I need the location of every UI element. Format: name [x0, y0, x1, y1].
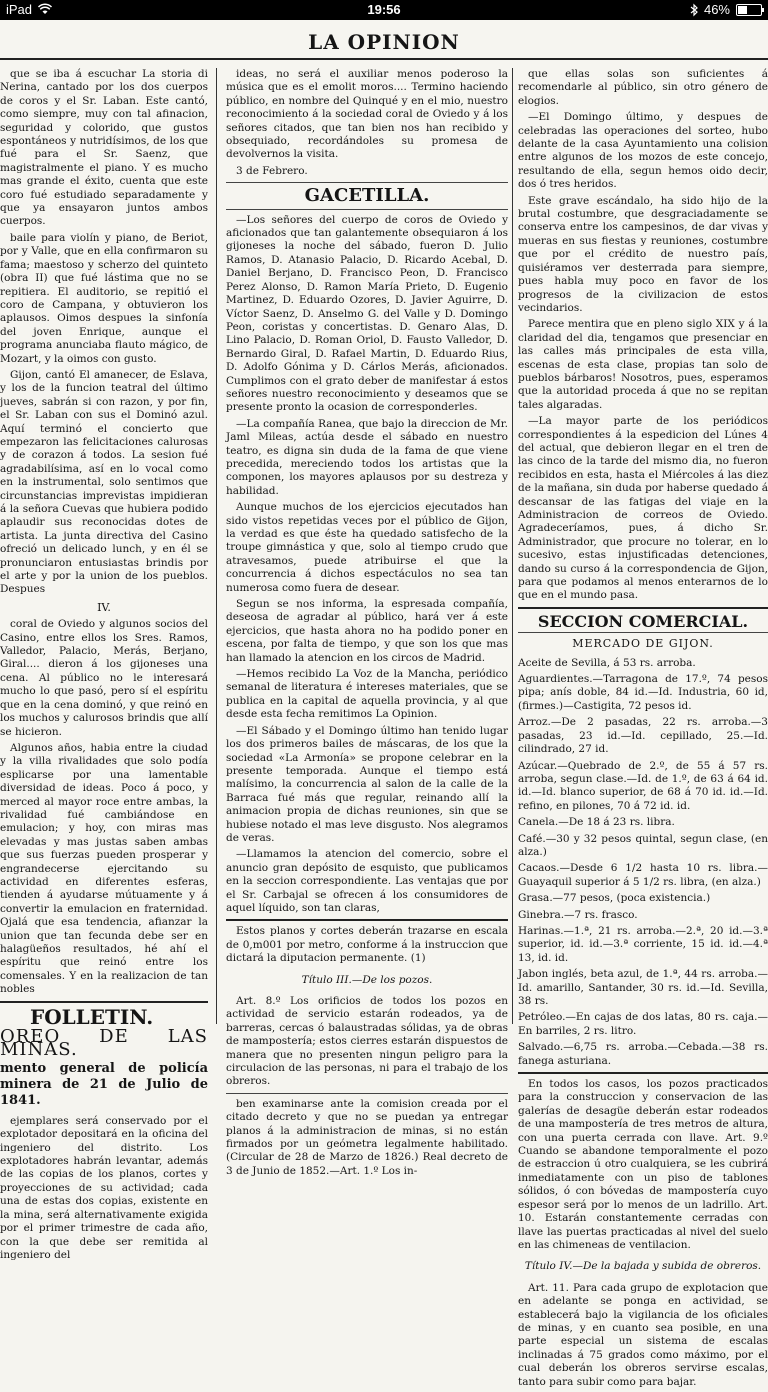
- column-right: [518, 68, 768, 1392]
- divider: [226, 209, 508, 210]
- titulo-heading: Título III.—De los pozos.: [301, 973, 433, 986]
- section-number: IV.: [97, 600, 111, 614]
- reglamento-title: mento general de policía minera de 21 de Julio de 1841.: [0, 1060, 208, 1108]
- folletin-heading: FOLLETIN.: [30, 1004, 154, 1029]
- divider: [226, 1093, 508, 1094]
- status-bar: [0, 0, 768, 20]
- article-paragraph: —Hemos recibido La Voz de la Mancha, periódico semanal de literatura é intereses materiales, que se publica en la capital de aquella provincia, y al que desde esta fecha remitimos La Opinion.: [226, 668, 508, 721]
- mercado-heading: MERCADO DE GIJON.: [572, 637, 714, 651]
- article-paragraph: Art. 11. Para cada grupo de explotacion que en adelante se ponga en actividad, se establecerá bajo la vigilancia de los oficiales de minas, y en cuanto sea posible, en una parte especial un sistema de escalas inclinadas á 75 grados como máximo, por el cual deberán los obreros servirse escalas, tanto para subir como para bajar.: [518, 1281, 768, 1388]
- article-paragraph: —El Sábado y el Domingo último han tenido lugar los dos primeros bailes de máscaras, de los que la sociedad «La Armonía» se propone celebrar en la presente temporada. Aunque el tiempo está malísimo, la concurrencia al salon de la calle de la Barraca fué más que regular, reinando allí la animacion propia de dichas reuniones, sin que se hubiese notado el mas leve disgusto. Nos alegramos de veras.: [226, 724, 508, 844]
- price-item: Azúcar.—Quebrado de 2.º, de 55 á 57 rs. arroba, segun clase.—Id. de 1.º, de 63 á 64 id. id.—Id. blanco superior, de 68 á 70 id. id.—Id. refino, en pilones, 70 á 72 id. id.: [518, 759, 768, 812]
- price-item: Petróleo.—En cajas de dos latas, 80 rs. caja.—En barriles, 2 rs. litro.: [518, 1011, 768, 1037]
- column-divider: [512, 68, 513, 1024]
- column-divider: [216, 68, 217, 1024]
- article-paragraph: Algunos años, habia entre la ciudad y la villa rivalidades que solo podía esplicarse por una lamentable diversidad de ideas. Poco á poco, y merced al mayor roce entre ambas, la rivalidad fué cambiándose en emulacion; y hoy, con miras mas elevadas y mas justas saben ambas que sus fuerzas pueden prosperar y engrandecerse ejercitando su actividad en diferentes esferas, tienden á ayudarse mútuamente y á convertir la emulacion en fraternidad. Ojalá que esa tendencia, afianzar la union que tan fecunda debe ser en halagüeños resultados, hé ahí el espíritu que reinó entre los comensales. Y en la realizacion de tan nobles: [0, 741, 208, 996]
- newspaper-page: [0, 20, 768, 1388]
- price-item: Aceite de Sevilla, á 53 rs. arroba.: [518, 656, 696, 669]
- article-paragraph: —La compañía Ranea, que bajo la direccion de Mr. Jaml Mileas, actúa desde el sábado en nuestro teatro, es digna sin duda de la fama de que viene precedida, mereciendo todos los artistas que la componen, los mayores aplausos por su destreza y habilidad.: [226, 417, 508, 497]
- price-item: Aguardientes.—Tarragona de 17.º, 74 pesos pipa; anís doble, 84 id.—Id. Industria, 60 id, (firmes.)—Castigita, 72 pesos id.: [518, 673, 768, 712]
- article-paragraph: —Llamamos la atencion del comercio, sobre el anuncio gran depósito de esquisto, que publicamos en la seccion correspondiente. Las ventajas que por el Sr. Carbajal se ofrecen á los consumidores de aquel líquido, son tan claras,: [226, 848, 508, 914]
- divider: [518, 1072, 768, 1074]
- article-paragraph: ejemplares será conservado por el explotador depositará en la oficina del ingeniero del distrito. Los explotadores habrán levantar, además de las copias de los planos, cortes y proyecciones de su actividad; cada una de estas dos copias, existente en la mina, será alternativamente exigida por el primer trimestre de cada año, con la que debe ser remitida al ingeniero del: [0, 1114, 208, 1261]
- article-paragraph: ben examinarse ante la comision creada por el citado decreto y que no se puedan ya entregar planos á la administracion de minas, si no están firmados por un geómetra legalmente habilitado. (Circular de 28 de Marzo de 1826.) Real decreto de 3 de Junio de 1852.—Art. 1.º Los in-: [226, 1097, 508, 1177]
- divider: [518, 607, 768, 609]
- clock: 19:56: [367, 2, 401, 17]
- article-paragraph: que ellas solas son suficientes á recomendarle al público, sin otro género de elogios.: [518, 68, 768, 107]
- seccion-comercial-heading: SECCION COMERCIAL.: [537, 611, 749, 631]
- article-paragraph: —Los señores del cuerpo de coros de Oviedo y aficionados que tan galantemente obsequiaron á los gijoneses la noche del sábado, fueron D. Julio Ramos, D. Atanasio Palacio, D. Ricardo Acebal, D. Daniel Berjano, D. Francisco Peon, D. Francisco Perez Alonso, D. Ramon María Prieto, D. Eugenio Martinez, D. Eduardo Ozores, D. Javier Aguirre, D. Víctor Saenz, D. Anselmo G. del Valle y D. Domingo Peon, coristas y concertistas. D. Genaro Alas, D. Lino Palacio, D. Roman Oriol, D. Fausto Valledor, D. Bernardo Giral, D. Rafael Martin, D. Eduardo Rius, D. Adolfo Gónima y D. Cárlos Merás, aficionados. Cumplimos con el grato deber de manifestar á estos señores nuestro reconocimiento y deseamos que se presente pronto la ocasion de corresponderles.: [226, 213, 508, 414]
- article-paragraph: ideas, no será el auxiliar menos poderoso la música que es el emolit moros.... Termino haciendo público, en nombre del Quinqué y en el mio, nuestro reconocimiento á la sociedad coral de Oviedo y á los señores citados, que tan bien nos han recibido y obsequiado, recordándoles su promesa de devolvernos la visita.: [226, 68, 508, 161]
- article-paragraph: Gijon, cantó El amanecer, de Eslava, y los de la funcion teatral del último jueves, sabrán si con razon, y por fin, el Sr. Laban con sus el Dominó azul. Aquí terminó el concierto que empezaron las felicitaciones calurosas y de corazon á todos. La sesion fué agradabilísima, así en lo vocal como en la instrumental, solo sentimos que circunstancias imprevistas impidieran á la señora Cuevas que hubiera podido aplaudir sus reconocidas dotes de artista. La junta directiva del Casino ofreció un delicado lunch, y en él se pronunciaron entusiastas brindis por el arte y por la union de los pueblos. Despues: [0, 368, 208, 596]
- article-paragraph: —La mayor parte de los periódicos correspondientes á la espedicion del Lúnes 4 del actual, que debieron llegar en el tren de las cinco de la tarde del mismo dia, no fueron recibidos en esta, hasta el Miércoles á las diez de la mañana, sin duda por haberse quedado á descansar de las fatigas del viaje en la Administracion de correos de Oviedo. Agradeceríamos, pues, á dicho Sr. Administrador, que procure no tolerar, en lo sucesivo, estas injustificadas detenciones, dando su curso á la correspondencia de Gijon, para que podamos al menos enterarnos de lo que en el mundo pasa.: [518, 415, 768, 602]
- article-paragraph: que se iba á escuchar La storia di Nerina, cantado por los dos cuerpos de coros y el Sr. Laban. Este cantó, como siempre, muy con tal afinacion, seguridad y colorido, que gustos espontáneos y nutridísimos, de los que fué para el Sr. Saenz, que magistralmente el piano. Y es mucho mas grande el éxito, cuenta que este coro fué estudiado separadamente y que ya ensayaron juntos ambos cuerpos.: [0, 68, 208, 228]
- price-item: Canela.—De 18 á 23 rs. libra.: [518, 816, 675, 829]
- battery-icon: [736, 4, 762, 16]
- article-paragraph: Segun se nos informa, la espresada compañía, deseosa de agradar al público, hará ver á este ejercicios, que hasta ahora no ha podido poner en escena, por falta de tiempo, y que son los que mas han llamado la atencion en los circos de Madrid.: [226, 598, 508, 664]
- article-paragraph: —El Domingo último, y despues de celebradas las operaciones del sorteo, hubo delante de la casa Ayuntamiento una colision entre algunos de los mozos de este concejo, resultando de ella, segun hemos oido decir, dos ó tres heridos.: [518, 111, 768, 191]
- price-item: Harinas.—1.ª, 21 rs. arroba.—2.ª, 20 id.—3.ª superior, id. id.—3.ª corriente, 15 id. id.—4.ª 13, id. id.: [518, 924, 768, 964]
- price-item: Jabon inglés, beta azul, de 1.ª, 44 rs. arroba.—Id. amarillo, Santander, 30 rs. id.—Id. Sevilla, 38 rs.: [518, 968, 768, 1007]
- divider: [0, 58, 768, 60]
- divider: [226, 919, 508, 921]
- column-center: [226, 68, 508, 1181]
- column-left: [0, 68, 208, 1265]
- article-paragraph: Estos planos y cortes deberán trazarse en escala de 0,m001 por metro, conforme á la instruccion que dictará la diputacion permanente. (1): [226, 925, 508, 965]
- article-paragraph: Aunque muchos de los ejercicios ejecutados han sido vistos repetidas veces por el público de Gijon, la verdad es que éste ha quedado satisfecho de la troupe gimnástica y que, solo al tiempo crudo que atravesamos, puede atribuirse el que la concurrencia á dichos espectáculos no sea tan numerosa como fuera de desear.: [226, 501, 508, 594]
- divider: [518, 632, 768, 633]
- price-item: Grasa.—77 pesos, (poca existencia.): [518, 892, 711, 905]
- battery-percent: 46%: [703, 2, 730, 17]
- bluetooth-icon: [690, 4, 698, 16]
- price-item: Cacaos.—Desde 6 1/2 hasta 10 rs. libra.—Guayaquil superior á 5 1/2 rs. libra, (en alza.): [518, 862, 768, 888]
- article-paragraph: Parece mentira que en pleno siglo XIX y á la claridad del dia, tengamos que presenciar en las calles más principales de esta villa, escenas de esta clase, propias tan solo de pueblos bárbaros! Nosotros, pues, esperamos que la autoridad proceda á que no se repitan tales algaradas.: [518, 318, 768, 411]
- newspaper-title: LA OPINION: [308, 30, 460, 54]
- device-label: iPad: [6, 2, 33, 17]
- titulo-heading: Título IV.—De la bajada y subida de obreros.: [524, 1260, 762, 1273]
- price-item: Salvado.—6,75 rs. arroba.—Cebada.—38 rs. fanega asturiana.: [518, 1041, 768, 1067]
- divider: [226, 182, 508, 183]
- article-paragraph: En todos los casos, los pozos practicados para la construccion y conservacion de las galerías de desagüe deberán estar rodeados de una mampostería de tres metros de altura, con una puerta cerrada con llave. Art. 9.º Cuando se abandone temporalmente el pozo de estraccion ú otro cualquiera, se les cubrirá inmediatamente con un piso de tablones sólidos, ó con bóvedas de mampostería cuyo espesor será por lo menos de un ladrillo. Art. 10. Estarán constantemente cerradas con llave las puertas practicadas al nivel del suelo en las chimeneas de ventilacion.: [518, 1078, 768, 1251]
- article-paragraph: Art. 8.º Los orificios de todos los pozos en actividad de servicio estarán rodeados, ya de barreras, cercas ó balaustradas sólidas, ya de obras de mampostería; estos cierres estarán dispuestos de manera que no presenten ningun peligro para la circulacion de las personas, ni para el trabajo de los obreros.: [226, 995, 508, 1088]
- article-paragraph: Este grave escándalo, ha sido hijo de la brutal costumbre, que desgraciadamente se conserva entre los campesinos, de dar vivas y mueras en sus fiestas y reuniones, costumbre que por el crédito de nuestro país, quisiéramos ver desterrada para siempre, pues habla muy poco en favor de los progresos de la civilizacion de estos vecindarios.: [518, 194, 768, 314]
- folletin-subtitle: OREO DE LAS MINAS.: [0, 1026, 208, 1061]
- gacetilla-heading: GACETILLA.: [304, 185, 430, 207]
- price-item: Ginebra.—7 rs. frasco.: [518, 908, 638, 921]
- divider: [0, 1001, 208, 1003]
- price-item: Café.—30 y 32 pesos quintal, segun clase, (en alza.): [518, 832, 768, 858]
- article-paragraph: coral de Oviedo y algunos socios del Casino, entre ellos los Sres. Ramos, Valledor, Palacio, Merás, Berjano, Giral.... dieron á los gijoneses una cena. Al público no le interesará mucho lo que pasó, pero sí el espíritu que en la cena dominó, y que reinó en los muchos y calurosos brindis que allí se hicieron.: [0, 618, 208, 738]
- price-item: Arroz.—De 2 pasadas, 22 rs. arroba.—3 pasadas, 23 id.—Id. cepillado, 25.—Id. cilindrado, 27 id.: [518, 716, 768, 756]
- article-paragraph: baile para violín y piano, de Beriot, por y Valle, que en ella confirmaron su fama; maestoso y scherzo del quinteto (obra II) que fué lástima que no se repitiera. El auditorio, se repitió el coro de Campana, y obtuvieron los aplausos. Oimos despues la sinfonía del joven Enrique, aunque el programa anunciaba flauto mágico, de Mozart, y la oimos con gusto.: [0, 231, 208, 365]
- article-date: 3 de Febrero.: [236, 164, 308, 177]
